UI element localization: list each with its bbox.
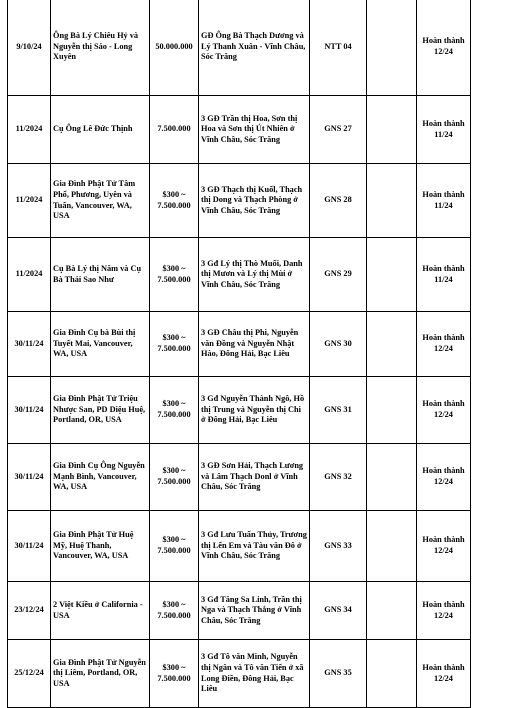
empty-cell bbox=[367, 0, 417, 96]
status-cell: Hoàn thành 11/24 bbox=[417, 238, 471, 312]
recipient-cell: 3 GĐ Sơn Hải, Thạch Lương và Lâm Thạch Donl ở Vĩnh Châu, Sóc Trăng bbox=[199, 444, 310, 511]
code-cell: GNS 29 bbox=[310, 238, 367, 312]
status-cell: Hoàn thành 11/24 bbox=[417, 164, 471, 238]
donor-cell: Gia Đình Phật Tử Nguyễn thị Liêm, Portland, OR, USA bbox=[51, 640, 150, 708]
empty-cell bbox=[367, 511, 417, 582]
amount-cell: $300 ~ 7.500.000 bbox=[150, 238, 199, 312]
date-cell: 23/12/24 bbox=[8, 582, 51, 640]
code-cell: GNS 28 bbox=[310, 164, 367, 238]
status-cell: Hoàn thành 12/24 bbox=[417, 640, 471, 708]
recipient-cell: 3 Gđ Tăng Sa Linh, Trần thị Nga và Thạch Thắng ở Vĩnh Châu, Sóc Trăng bbox=[199, 582, 310, 640]
empty-cell bbox=[367, 444, 417, 511]
donor-cell: 2 Việt Kiều ở California - USA bbox=[51, 582, 150, 640]
date-cell: 9/10/24 bbox=[8, 0, 51, 96]
status-cell: Hoàn thành 12/24 bbox=[417, 377, 471, 444]
amount-cell: $300 ~ 7.500.000 bbox=[150, 640, 199, 708]
date-cell: 25/12/24 bbox=[8, 640, 51, 708]
amount-cell: 7.500.000 bbox=[150, 96, 199, 164]
amount-cell: $300 ~ 7.500.000 bbox=[150, 164, 199, 238]
donor-cell: Gia Đình Phật Tử Triệu Nhược San, PD Diệu Huệ, Portland, OR, USA bbox=[51, 377, 150, 444]
table-row bbox=[8, 511, 471, 582]
donor-cell: Ông Bà Lý Chiêu Hỷ và Nguyễn thị Sáo - Long Xuyên bbox=[51, 0, 150, 96]
status-cell: Hoàn thành 12/24 bbox=[417, 582, 471, 640]
table-row bbox=[8, 164, 471, 238]
date-cell: 30/11/24 bbox=[8, 444, 51, 511]
donor-cell: Gia Đình Phật Tử Tâm Phổ, Phương, Uyên và Tuấn, Vancouver, WA, USA bbox=[51, 164, 150, 238]
empty-cell bbox=[367, 312, 417, 377]
code-cell: GNS 30 bbox=[310, 312, 367, 377]
table-row bbox=[8, 96, 471, 164]
date-cell: 11/2024 bbox=[8, 238, 51, 312]
date-cell: 30/11/24 bbox=[8, 377, 51, 444]
empty-cell bbox=[367, 582, 417, 640]
code-cell: GNS 33 bbox=[310, 511, 367, 582]
donor-cell: Gia Đình Cụ bà Bùi thị Tuyết Mai, Vancouver, WA, USA bbox=[51, 312, 150, 377]
code-cell: NTT 04 bbox=[310, 0, 367, 96]
amount-cell: $300 ~ 7.500.000 bbox=[150, 377, 199, 444]
empty-cell bbox=[367, 164, 417, 238]
status-cell: Hoàn thành 12/24 bbox=[417, 511, 471, 582]
table-row bbox=[8, 0, 471, 96]
amount-cell: $300 ~ 7.500.000 bbox=[150, 511, 199, 582]
empty-cell bbox=[367, 238, 417, 312]
table-row bbox=[8, 377, 471, 444]
date-cell: 30/11/24 bbox=[8, 312, 51, 377]
table-row bbox=[8, 582, 471, 640]
status-cell: Hoàn thành 11/24 bbox=[417, 96, 471, 164]
code-cell: GNS 34 bbox=[310, 582, 367, 640]
donor-cell: Cụ Bà Lý thị Năm và Cụ Bà Thái Sao Như bbox=[51, 238, 150, 312]
empty-cell bbox=[367, 640, 417, 708]
recipient-cell: 3 Gđ Lý thị Thò Muối, Danh thị Mươn và Lý thị Mùi ở Vĩnh Châu, Sóc Trăng bbox=[199, 238, 310, 312]
table-row bbox=[8, 312, 471, 377]
code-cell: GNS 31 bbox=[310, 377, 367, 444]
donor-cell: Gia Đình Phật Tử Huệ Mỹ, Huệ Thanh, Vancouver, WA, USA bbox=[51, 511, 150, 582]
amount-cell: $300 ~ 7.500.000 bbox=[150, 444, 199, 511]
status-cell: Hoàn thành 12/24 bbox=[417, 0, 471, 96]
code-cell: GNS 27 bbox=[310, 96, 367, 164]
table-row bbox=[8, 238, 471, 312]
code-cell: GNS 35 bbox=[310, 640, 367, 708]
empty-cell bbox=[367, 96, 417, 164]
date-cell: 11/2024 bbox=[8, 164, 51, 238]
date-cell: 11/2024 bbox=[8, 96, 51, 164]
empty-cell bbox=[367, 377, 417, 444]
date-cell: 30/11/24 bbox=[8, 511, 51, 582]
recipient-cell: 3 Gđ Tô văn Minh, Nguyễn thị Ngân và Tô văn Tiến ở xã Long Điền, Đông Hải, Bạc Liêu bbox=[199, 640, 310, 708]
amount-cell: $300 ~ 7.500.000 bbox=[150, 312, 199, 377]
donor-cell: Gia Đình Cụ Ông Nguyễn Mạnh Bình, Vancouver, WA, USA bbox=[51, 444, 150, 511]
recipient-cell: 3 GĐ Trần thị Hoa, Sơn thị Hoa và Sơn thị Út Nhiên ở Vĩnh Châu, Sóc Trăng bbox=[199, 96, 310, 164]
recipient-cell: GĐ Ông Bà Thạch Dương và Lý Thanh Xuân - Vĩnh Châu, Sóc Trăng bbox=[199, 0, 310, 96]
table-row bbox=[8, 640, 471, 708]
recipient-cell: 3 GĐ Thạch thị Kuốl, Thạch thị Dong và Thạch Phòng ở Vĩnh Châu, Sóc Trăng bbox=[199, 164, 310, 238]
donor-cell: Cụ Ông Lê Đức Thịnh bbox=[51, 96, 150, 164]
code-cell: GNS 32 bbox=[310, 444, 367, 511]
table-row bbox=[8, 444, 471, 511]
recipient-cell: 3 GĐ Châu thị Phi, Nguyễn văn Đồng và Nguyễn Nhật Hào, Đông Hải, Bạc Liêu bbox=[199, 312, 310, 377]
donation-table bbox=[7, 0, 471, 708]
recipient-cell: 3 Gđ Lưu Tuấn Thủy, Trương thị Lến Em và Tàu văn Đô ở Vĩnh Châu, Sóc Trăng bbox=[199, 511, 310, 582]
recipient-cell: 3 Gđ Nguyễn Thành Ngô, Hồ thị Trung và Nguyễn thị Chi ở Đông Hải, Bạc Liêu bbox=[199, 377, 310, 444]
amount-cell: $300 ~ 7.500.000 bbox=[150, 582, 199, 640]
status-cell: Hoàn thành 12/24 bbox=[417, 312, 471, 377]
amount-cell: 50.000.000 bbox=[150, 0, 199, 96]
status-cell: Hoàn thành 12/24 bbox=[417, 444, 471, 511]
